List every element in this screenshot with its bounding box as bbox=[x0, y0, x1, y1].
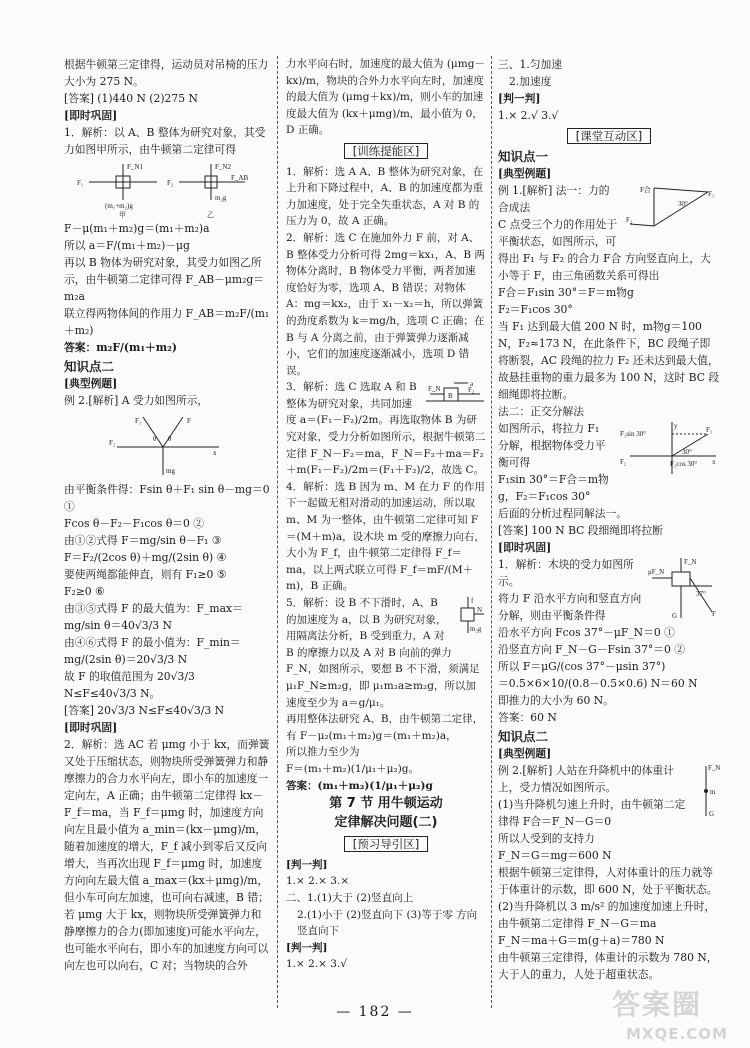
column-divider bbox=[491, 56, 492, 1008]
label: F₁ bbox=[77, 179, 84, 187]
solution-1: 1．解析：选 A A、B 整体为研究对象，在上升和下降过程中，A、B 的加速度都为重力加速度，处于完全失重状态，A 对 B 的压力为 0，故 A 正确。 bbox=[286, 165, 484, 228]
equation: 沿水平方向 Fcos 37°－μF_N＝0 ① bbox=[498, 626, 675, 639]
paragraph: C 点受三个力的作用处于平衡状态，如图所示，可得出 F₁ 与 F₂ 的合力 F合 方向竖直向上，大小等于 F，由三角函数关系可得出 bbox=[498, 218, 711, 282]
label: F_AB bbox=[231, 174, 249, 182]
heading-knowledge-2: 知识点二 bbox=[64, 359, 115, 374]
equation: 沿竖直方向 F_N－G－Fsin 37°＝0 ② bbox=[498, 643, 686, 656]
label: F_N bbox=[428, 385, 441, 394]
equation: 所以 F＝μG/(cos 37°－μsin 37°) bbox=[498, 660, 666, 673]
answers-line: 三、1.匀加速 bbox=[498, 58, 563, 71]
answer: 答案：60 N bbox=[498, 711, 557, 724]
paragraph: 再以 B 物体为研究对象，其受力如图乙所示，由牛顿第二定律可得 F_AB－μm₂g＝m₂a bbox=[64, 256, 265, 303]
label: F₁ bbox=[708, 190, 715, 198]
label: F₂ bbox=[626, 216, 633, 224]
paragraph: 后面的分析过程同解法一。 bbox=[498, 507, 628, 520]
heading-box bbox=[286, 143, 486, 161]
paragraph: 力水平向右时，加速度的最大值为 (μmg－kx)/m，物块的合外力水平向左时，加速度的最大值为 (μmg＋kx)/m，则小车的加速度最大值为 (kx＋μmg)/m，最小值为 0，D 正确。 bbox=[286, 58, 485, 137]
answers-line: 2.(1)小于 (2)竖直向下 (3)等于零 方向竖直向下 bbox=[297, 908, 478, 938]
answers-line: 1.× 2.× 3.× bbox=[286, 875, 350, 888]
heading-knowledge-2: 知识点二 bbox=[498, 729, 549, 744]
page-number: — 182 — bbox=[336, 1004, 414, 1020]
equation: 由④⑥式得 F 的最小值为：F_min＝mg/(2sin θ)＝20√3/3 N bbox=[64, 636, 241, 666]
paragraph: 即推力的大小为 60 N。 bbox=[498, 694, 614, 707]
heading-jishi: [即时巩固] bbox=[64, 109, 118, 122]
label: F合 bbox=[640, 186, 651, 194]
block-diagram-b bbox=[424, 379, 486, 405]
answer: [答案] (1)440 N (2)275 N bbox=[64, 92, 198, 105]
answer: [答案] 20√3/3 N≤F≤40√3/3 N bbox=[64, 704, 225, 717]
heading-knowledge-1: 知识点一 bbox=[498, 149, 549, 164]
solution-1: 1．解析：以 A、B 整体为研究对象，其受力如图甲所示，由牛顿第二定律可得 bbox=[64, 126, 266, 156]
paragraph: (2)当升降机以 3 m/s² 的加速度加速上升时，由牛顿第二定律得 F_N－G＝ma bbox=[498, 900, 716, 930]
label: μF_N bbox=[648, 568, 665, 576]
label: F bbox=[187, 417, 191, 425]
solution-3: 3．解析：选 C 选取 A 和 B 整体为研究对象，共同加速度 a＝(F₁－F₂)/2m。再选取物体 B 为研究对象，受力分析如图所示，根据牛顿第二定律 F_N－F₂＝ma，F_N＝F₂＋ma＝F₂＋m(F₁－F₂)/2m＝(F₁＋F₂)/2，故选 C。 bbox=[286, 381, 486, 477]
label: 甲 bbox=[119, 211, 126, 218]
label: m₂g bbox=[215, 194, 227, 202]
label: a bbox=[470, 380, 474, 389]
column-right bbox=[498, 56, 720, 983]
label: F₂ bbox=[167, 179, 174, 187]
equation: 所以 a＝F/(m₁＋m₂)－μg bbox=[64, 239, 190, 252]
example-1: 例 1.[解析] 法一：力的合成法 bbox=[498, 184, 610, 214]
answers-line: 1.× 2.× 3.√ bbox=[286, 958, 348, 971]
paragraph: 所以人受到的支持力 bbox=[498, 832, 595, 845]
section-title: 定律解决问题(二) bbox=[334, 815, 438, 831]
force-diagram-person bbox=[692, 762, 720, 820]
label: 37° bbox=[696, 590, 706, 598]
label: m bbox=[710, 788, 716, 796]
heading-example: [典型例题] bbox=[64, 377, 118, 390]
heading-jishi: [即时巩固] bbox=[498, 541, 552, 554]
block-diagram-5 bbox=[452, 595, 486, 635]
label: 30° bbox=[682, 448, 692, 456]
force-diagram-a bbox=[107, 411, 227, 479]
equation: 要使两绳都能伸直，则有 F₁≥0 ⑤ bbox=[64, 568, 227, 581]
heading-judge: [判一判] bbox=[498, 92, 541, 105]
equation: F－μ(m₁＋m₂)g＝(m₁＋m₂)a bbox=[64, 222, 210, 235]
equation: ＝0.5×6×10/(0.8－0.5×0.6) N＝60 N bbox=[498, 677, 698, 690]
equation: F合＝F₁sin 30°＝F＝m物g bbox=[498, 286, 634, 299]
equation: 由③⑤式得 F 的最大值为：F_max＝mg/sin θ＝40√3/3 N bbox=[64, 602, 243, 632]
paragraph: 当 F₁ 达到最大值 200 N 时，m物g＝100 N，F₂≈173 N，在此条件下，BC 段绳子即将断裂，AC 段绳的拉力 F₂ 还未达到最大值，故悬挂重物的重力最多为 100 N，这时 BC 段细绳即将拉断。 bbox=[498, 320, 720, 401]
label: 30° bbox=[678, 200, 688, 208]
paragraph: 再用整体法研究 A、B，由牛顿第二定律，有 F－μ₂(m₁＋m₂)g＝(m₁＋m₂)a， bbox=[286, 713, 484, 742]
equation: F_N＝ma＋G＝m(g＋a)＝780 N bbox=[498, 934, 665, 947]
label: G bbox=[672, 612, 678, 620]
answers-line: 2.加速度 bbox=[509, 75, 552, 88]
watermark-logo bbox=[612, 988, 740, 1046]
label: x bbox=[213, 449, 217, 457]
label: F_N2 bbox=[215, 163, 231, 171]
label: θ bbox=[168, 435, 172, 443]
paragraph: 所以推力至少为 bbox=[286, 746, 360, 759]
answers-line: 二、1.(1)大于 (2)竖直向上 bbox=[286, 891, 414, 904]
heading-judge: [判一判] bbox=[286, 941, 328, 954]
heading-example: [典型例题] bbox=[498, 167, 552, 180]
watermark-url: MXQE.COM bbox=[626, 1025, 728, 1043]
example-2: 例 2.[解析] A 受力如图所示， bbox=[64, 394, 209, 407]
solution-4: 4．解析：选 B 因为 m、M 在力 F 的作用下一起做无相对滑动的加速运动，所以取 m、M 为一整体，由牛顿第二定律可知 F＝(M＋m)a，设木块 m 受的摩擦力向右，大小为 F_f，由牛顿第二定律得 F_f＝ma，以上两式联立可得 F_f＝mF/(M＋m)，B 正确。 bbox=[286, 480, 485, 593]
column-middle bbox=[286, 56, 486, 973]
solution-2: 2．解析：选 AC 若 μmg 小于 kx，而弹簧又处于压缩状态，则物块所受弹簧弹力和静摩擦力的合力水平向左，即小车的加速度一定向左，A 正确；由牛顿第二定律得 kx－F_f＝ma，当 F_f＝μmg 时，加速度方向向左且最小值为 a_min＝(kx－μmg)/m，随着加速度的增大，F_f 减小到零后又反向增大，当再次出现 F_f＝μmg 时，加速度方向向左最大值 a_max＝(kx＋μmg)/m，但小车可向左加速，也可向右减速，B 错；若 μmg 大于 kx，则物块所受弹簧弹力和静摩擦力的合力(即加速度)可能水平向左，也可能水平向右，即小车的加速度方向可以向左也可以向右，C 对；当物块的合外 bbox=[64, 738, 270, 972]
paragraph: 根据牛顿第三定律得，运动员对吊椅的压力大小为 275 N。 bbox=[64, 58, 269, 88]
answer: 答案：(m₁＋m₂)(1/μ₁＋μ₂)g bbox=[286, 779, 433, 792]
heading-judge: [判一判] bbox=[286, 858, 328, 871]
heading-ktd: [课堂互动区] bbox=[567, 128, 651, 144]
label: F₁ bbox=[706, 426, 713, 434]
heading-xltn: [训练提能区] bbox=[344, 143, 428, 159]
heading-jishi: [即时巩固] bbox=[64, 721, 118, 734]
label: G bbox=[709, 810, 715, 818]
label: (m₁+m₂)g bbox=[105, 202, 133, 210]
heading-box bbox=[498, 128, 720, 145]
label: 乙 bbox=[207, 211, 214, 218]
answer: [答案] 100 N BC 段细绳即将拉断 bbox=[498, 524, 664, 537]
label: y bbox=[674, 422, 678, 430]
paragraph: 根据牛顿第三定律得，人对体重计的压力就等于体重计的示数，即 600 N，处于平衡状态。 bbox=[498, 866, 718, 896]
heading-box bbox=[286, 836, 486, 854]
column-divider bbox=[277, 56, 278, 1008]
heading-yxdy: [预习导引区] bbox=[344, 836, 428, 852]
solution-5: 5．解析：设 B 不下滑时，A、B 的加速度为 a，以 B 为研究对象，用隔离法分析，B 受到重力，A 对 B 的摩擦力以及 A 对 B 向前的弹力 F_N，如图所示，要想 B 不下滑，须满足 μ₁F_N≥m₂g，即 μ₁m₂a≥m₂g，所以加速度至少为 a＝g/μ₁。 bbox=[286, 597, 480, 709]
equation: F₂＝F₁cos 30° bbox=[498, 303, 573, 316]
equation: 由平衡条件得：Fsin θ＋F₁ sin θ－mg＝0 ① bbox=[64, 483, 270, 513]
equation: F₂≥0 ⑥ bbox=[64, 585, 105, 598]
equation: F＝F₂/(2cos θ)＋mg/(2sin θ) ④ bbox=[64, 551, 227, 564]
paragraph: (1)当升降机匀速上升时，由牛顿第二定律得 F合＝F_N－G＝0 bbox=[498, 798, 686, 828]
heading-example: [典型例题] bbox=[498, 747, 552, 760]
label: m₂g bbox=[470, 625, 482, 633]
example-2: 例 2.[解析] 人站在升降机中的体重计上，受力情况如图所示。 bbox=[498, 764, 674, 794]
label: θ bbox=[153, 435, 157, 443]
label: f bbox=[471, 597, 474, 605]
label: F₁sin 30° bbox=[620, 430, 647, 438]
equation: F₁sin 30°＝F合＝m物g，F₂＝F₁cos 30° bbox=[498, 473, 609, 503]
paragraph: 联立得两物体间的作用力 F_AB＝m₂F/(m₁＋m₂) bbox=[64, 307, 270, 337]
paragraph: 将力 F 沿水平方向和竖直方向分解，则由平衡条件得 bbox=[498, 592, 642, 622]
paragraph: 法二：正交分解法 bbox=[498, 405, 585, 418]
label: F_N bbox=[708, 764, 720, 772]
watermark-text: 答案圈 bbox=[612, 988, 703, 1021]
label: F₁ bbox=[135, 417, 142, 425]
label: F bbox=[712, 610, 716, 618]
paragraph: 由牛顿第三定律得，体重计的示数为 780 N，大于人的重力，人处于超重状态。 bbox=[498, 951, 718, 981]
force-diagram-synthesis bbox=[624, 182, 720, 232]
force-diagram-jia-yi bbox=[69, 160, 265, 218]
label: F₂ bbox=[620, 458, 627, 466]
label: N bbox=[477, 606, 483, 614]
column-left bbox=[64, 56, 270, 974]
label: B bbox=[448, 392, 453, 401]
equation: 由①②式得 F＝mg/sin θ－F₁ ③ bbox=[64, 534, 222, 547]
label: F₁cos 30° bbox=[670, 460, 698, 468]
label: F_N1 bbox=[127, 163, 143, 171]
force-diagram-orthogonal bbox=[616, 420, 720, 476]
answer: 答案：m₂F/(m₁＋m₂) bbox=[64, 341, 177, 354]
equation: F＝(m₁＋m₂)(1/μ₁＋μ₂)g。 bbox=[286, 762, 420, 775]
answers-line: 1.× 2.√ 3.√ bbox=[498, 109, 559, 122]
solution-1: 1．解析：木块的受力如图所示。 bbox=[498, 558, 634, 588]
section-title: 第 7 节 用牛顿运动 bbox=[329, 796, 443, 812]
label: F₂ bbox=[109, 439, 116, 447]
solution-2: 2．解析：选 C 在施加外力 F 前，对 A、B 整体受力分析可得 2mg＝kx₁，A、B 两物体分离时，B 物体受力平衡，两者加速度恰好为零，选项 A、B 错误；对物体 A：mg＝kx₂，由于 x₁－x₂＝h，所以弹簧的劲度系数为 k＝mg/h，选项 C 正确；在 B 与 A 分离之前，由于弹簧弹力逐渐减小，它们的加速度逐渐减小，选项 D 错误。 bbox=[286, 231, 485, 377]
label: F₂ bbox=[468, 386, 475, 395]
label: F_N bbox=[684, 558, 697, 566]
label: x bbox=[712, 458, 716, 466]
equation: Fcos θ－F₂－F₁cos θ＝0 ② bbox=[64, 517, 205, 530]
force-diagram-block bbox=[646, 556, 720, 622]
equation: 故 F 的取值范围为 20√3/3 N≤F≤40√3/3 N。 bbox=[64, 670, 195, 700]
paragraph: 如图所示，将拉力 F₁ 分解，根据物体受力平衡可得 bbox=[498, 422, 606, 469]
equation: F_N＝G＝mg＝600 N bbox=[498, 849, 612, 862]
label: mg bbox=[166, 467, 175, 475]
